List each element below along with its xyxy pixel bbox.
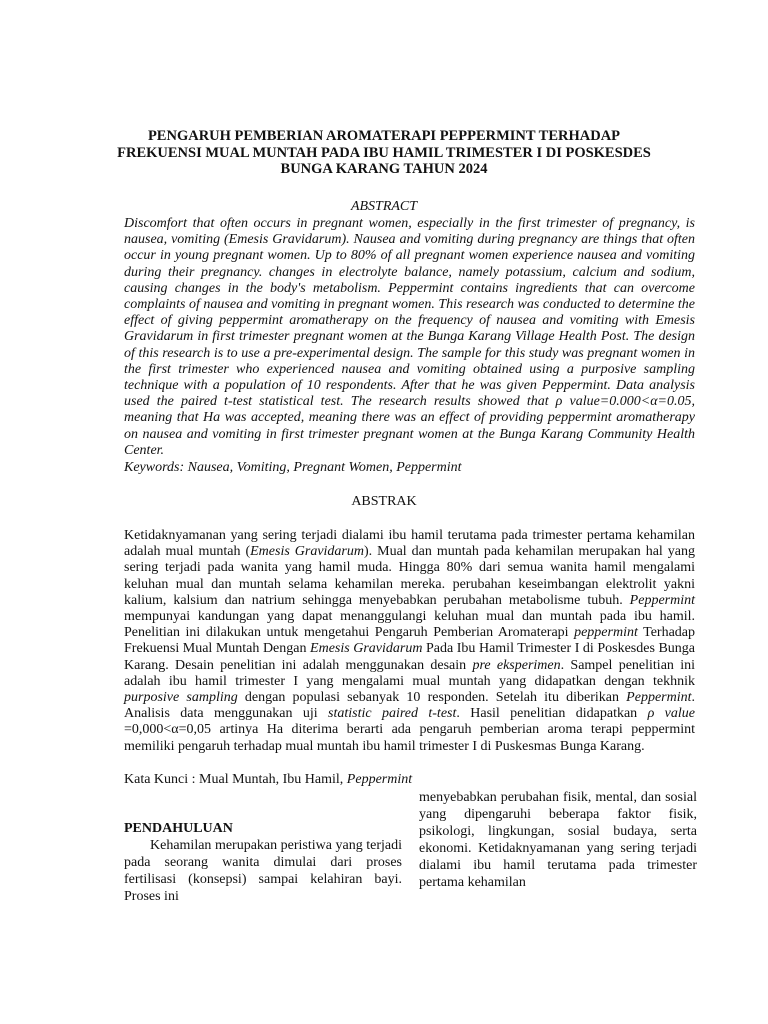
title-line-1: PENGARUH PEMBERIAN AROMATERAPI PEPPERMINT TERHADAP <box>147 128 621 144</box>
abstrak-text: ). Mual dan muntah pada kehamilan merupakan hal yang sering terjadi pada wanita yang hamil muda. Hingga 80% dari semua wanita hamil mengalami keluhan mual dan muntah selama kehamilan mereka. perubahan keseimbangan elektrolit yakni kalium, kalsium dan natrium sehingga menyebabkan perubahan metabolisme tubuh. <box>124 544 696 608</box>
abstrak-italic-term: Emesis Gravidarum <box>250 544 364 560</box>
abstrak-italic-term: statistic paired t-test <box>328 706 457 722</box>
kata-kunci-italic: Peppermint <box>346 772 413 787</box>
intro-left-column <box>124 837 402 905</box>
title-line-3: BUNGA KARANG TAHUN 2024 <box>280 161 488 177</box>
paper-title <box>110 128 658 178</box>
abstrak-heading: ABSTRAK <box>351 494 417 509</box>
abstrak-text: =0,000<α=0,05 artinya Ha diterima berarti ada pengaruh pemberian aroma terapi peppermint memiliki pengaruh terhadap mual muntah ibu hamil trimester I di Puskesmas Bunga Karang. <box>124 722 695 754</box>
abstrak-italic-term: pre eksperimen <box>472 657 561 673</box>
intro-right-column: menyebabkan perubahan fisik, mental, dan sosial yang dipengaruhi beberapa faktor fisik, psikologi, lingkungan, sosial budaya, serta ekonomi. Ketidaknyamanan yang sering terjadi dialami ibu hamil terutama pada trimester pertama kehamilan <box>419 790 697 890</box>
abstrak-text: . Sampel penelitian ini adalah ibu hamil trimester I yang mengalami mual muntah yang didapatkan dengan tekhnik <box>124 657 695 689</box>
abstract-keywords: Keywords: Nausea, Vomiting, Pregnant Women, Peppermint <box>124 460 462 475</box>
abstrak-italic-term: Peppermint <box>629 592 695 608</box>
intro-heading: PENDAHULUAN <box>124 821 233 836</box>
kata-kunci <box>124 772 424 788</box>
abstrak-text: Terhadap Frekuensi Mual Muntah Dengan <box>124 625 696 657</box>
abstract-heading: ABSTRACT <box>350 199 418 214</box>
abstrak-text: Pada Ibu Hamil Trimester I di Poskesdes Bunga Karang. Desain penelitian ini adalah menggunakan desain <box>124 641 696 673</box>
kata-kunci-label: Kata Kunci : Mual Muntah, Ibu Hamil, <box>124 772 347 787</box>
abstrak-italic-term: peppermint <box>574 625 638 641</box>
abstrak-text: . Hasil penelitian didapatkan <box>456 706 648 722</box>
abstrak-text: . Analisis data menggunakan uji <box>124 690 695 722</box>
abstrak-italic-term: Emesis Gravidarum <box>310 641 423 657</box>
abstrak-italic-term: purposive sampling <box>124 690 238 706</box>
abstrak-text: mempunyai kandungan yang dapat menanggulangi keluhan mual dan muntah pada ibu hamil. Penelitian ini dilakukan untuk mengetahui Pengaruh Pemberian Aromaterapi <box>124 609 695 641</box>
abstract-body: Discomfort that often occurs in pregnant women, especially in the first trimester of pregnancy, is nausea, vomiting (Emesis Gravidarum). Nausea and vomiting during pregnancy are things that often occur in young pregnant women. Up to 80% of all pregnant women experience nausea and vomiting during their pregnancy. changes in electrolyte balance, namely potassium, calcium and sodium, causing changes in the body's metabolism. Peppermint contains ingredients that can overcome complaints of nausea and vomiting in pregnant women. This research was conducted to determine the effect of giving peppermint aromatherapy on the frequency of nausea and vomiting with Emesis Gravidarum in first trimester pregnant women at the Bunga Karang Village Health Post. The design of this research is to use a pre-experimental design. The sample for this study was pregnant women in the first trimester who experienced nausea and vomiting obtained using a purposive sampling technique with a population of 10 respondents. After that he was given Peppermint. Data analysis used the paired t-test statistical test. The research results showed that ρ value=0.000<α=0.05, meaning that Ha was accepted, meaning there was an effect of providing peppermint aromatherapy on nausea and vomiting in first trimester pregnant women at the Bunga Karang Community Health Center. <box>124 216 695 458</box>
abstrak-body <box>124 528 695 755</box>
abstrak-text: dengan populasi sebanyak 10 responden. Setelah itu diberikan <box>237 690 627 706</box>
abstrak-text: Ketidaknyamanan yang sering terjadi dialami ibu hamil terutama pada trimester pertama kehamilan adalah mual muntah ( <box>124 528 695 560</box>
intro-left-text: Kehamilan merupakan peristiwa yang terjadi pada seorang wanita dimulai dari proses fertilisasi (konsepsi) sampai kelahiran bayi. Proses ini <box>124 838 402 904</box>
abstrak-italic-term: ρ value <box>647 706 695 722</box>
title-line-2: FREKUENSI MUAL MUNTAH PADA IBU HAMIL TRIMESTER I DI POSKESDES <box>117 144 651 161</box>
abstrak-italic-term: Peppermint <box>626 690 692 706</box>
